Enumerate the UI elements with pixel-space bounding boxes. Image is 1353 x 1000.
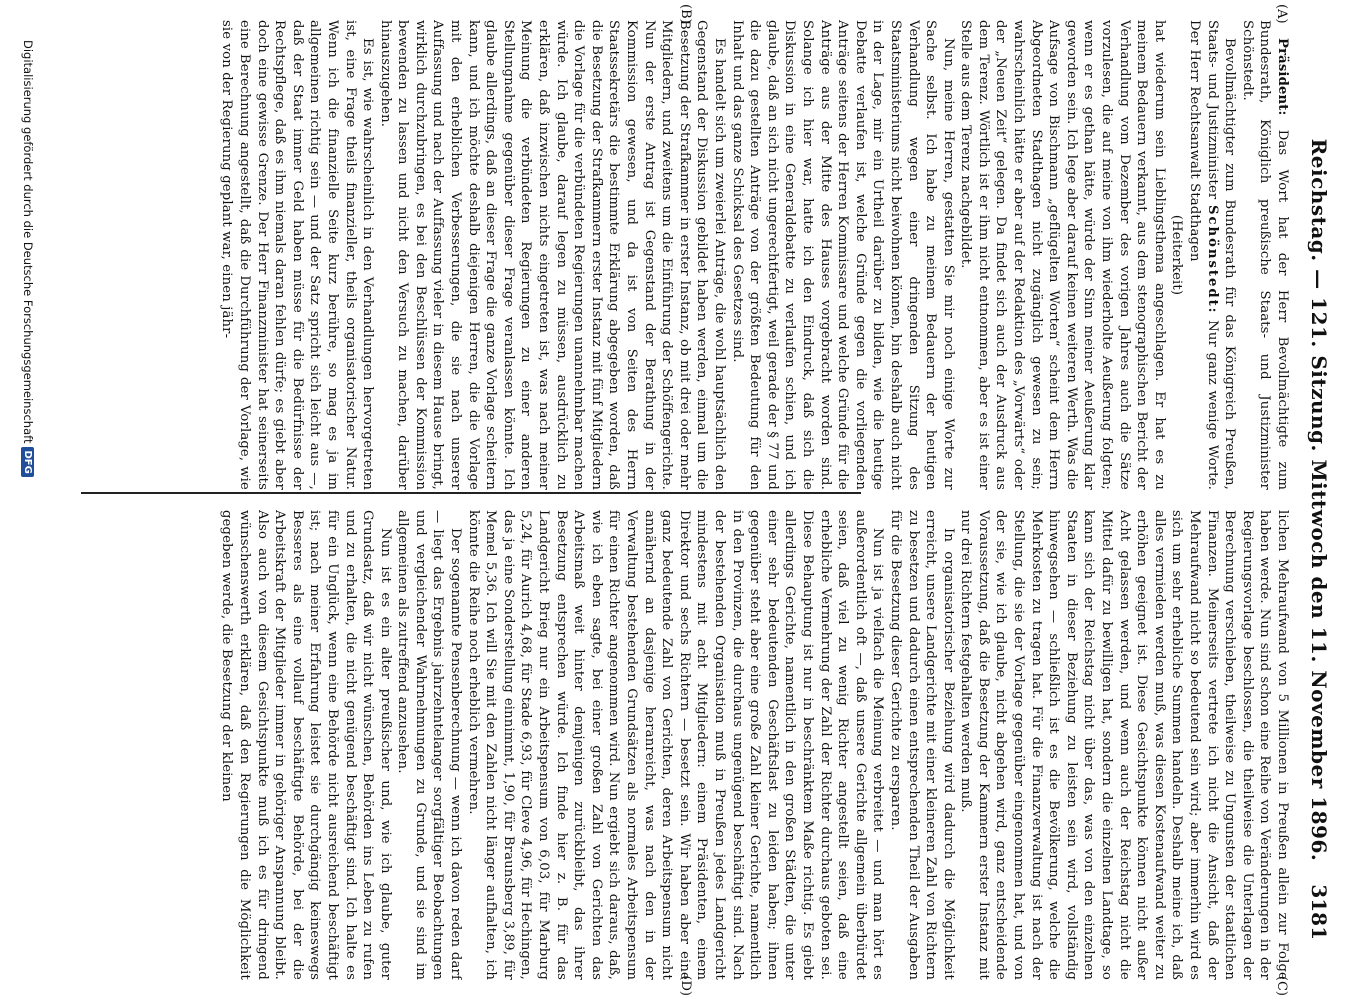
credit-text: Digitalisierung gefördert durch die Deutsche Forschungsgemeinschaft — [21, 40, 35, 444]
running-head: Reichstag. — 121. Sitzung. Mittwoch den 11. November 1896. — [1307, 138, 1331, 862]
speaker-label: Präsident: — [1275, 38, 1290, 116]
paragraph — [1238, 20, 1291, 490]
paragraph-text: Das Wort hat der Herr Bevollmächtigte zum Bundesrath, Königlich preußische Staats- und Justizminister Schönstedt. — [1239, 20, 1290, 490]
paragraph: Der sogenannte Pensenberechnung — wenn ich davon reden darf — liegt das Ergebnis jahrzehntelanger sorgfältiger Beobachtungen und vergleichender Wahrnehmungen zu Grunde, und sie sind im allgemeinen als zutreffend anzusehen. — [395, 510, 464, 980]
paragraph-text: Nur ganz wenige Worte. Der Herr Rechtsanwalt Stadthagen — [1187, 20, 1220, 490]
paragraph: Nun, meine Herren, gestatten Sie mir noch einige Worte zur Sache selbst. Ich habe zu meinem Bedauern der heutigen Verhandlung wegen einer dringenden Sitzung des Staatsministeriums nicht beiwohnen können, bin deshalb auch nicht in der Lage, mir ein Urtheil darüber zu bilden, wie die heutige Debatte verlaufen ist, welche Gründe gegen die vorliegenden Anträge seitens der Herren Kommissare und welche Gründe für die Anträge aus der Mitte des Hauses vorgebracht worden sind. Solange ich hier war, hatte ich den Eindruck, daß sich die Diskussion in eine Generaldebatte zu verlaufen schien, und ich glaube, daß an sich nicht ungerechtfertigt, weil gerade der § 77 und die dazu gestellten Anträge von der größten Bedeutung für den Inhalt und das ganze Schicksal des Gesetzes sind. — [729, 20, 956, 490]
dfg-logo: DFG — [22, 447, 35, 476]
margin-marker-b: (B) — [678, 4, 693, 24]
margin-marker-d: (D) — [678, 975, 693, 996]
interjection: (Heiterkeit) — [1169, 214, 1185, 296]
margin-marker-c: (C) — [1274, 975, 1289, 996]
paragraph: Nun ist ja vielfach die Meinung verbreitet — und man hört es außerordentlich oft —, daß unsere Gerichte allgemein überbürdet seien, daß viel zu wenig Richter angestellt seien, daß eine erhebliche Vermehrung der Zahl der Richter durchaus geboten sei. Diese Behauptung ist nur in beschränktem Maße richtig. Es giebt allerdings Gerichte, namentlich in den großen Städten, die unter einer sehr bedeutenden Geschäftslast zu leiden haben; ihnen gegenüber steht aber eine große Zahl kleiner Gerichte, namentlich in den Provinzen, die durchaus ungenügend beschäftigt sind. Nach der bestehenden Organisation muß in Preußen jedes Landgericht mindestens mit acht Mitgliedern: einem Präsidenten, einem Direktor und sechs Richtern — besetzt sein. Wir haben aber eine ganz bedeutende Zahl von Gerichten, deren Arbeitspensum nicht annähernd an dasjenige heranreicht, was nach den in der Verwaltung bestehenden Grundsätzen als normales Arbeitspensum für einen Richter angenommen wird. Nun ergiebt sich daraus, daß, wie ich eben sagte, bei einer großen Zahl von Gerichten das Arbeitsmaß weit hinter demjenigen zurückbleibt, das ihrer Besetzung entsprechen würde. Ich finde hier z. B. für das Landgericht Brieg nur ein Arbeitspensum von 6,03, für Marburg 5,24, für Aurich 4,68, für Stade 6,93, für Cleve 4,96, für Hechingen, das ja eine Sonderstellung einnimmt, 1,90, für Braunsberg 3,89, für Memel 5,36. Ich will Sie mit den Zahlen nicht länger aufhalten, ich könnte die Reihe noch erheblich vermehren. — [465, 510, 886, 980]
left-column — [81, 20, 1291, 490]
speaker-name: Schönstedt: — [1204, 204, 1220, 315]
page-header — [1303, 60, 1331, 940]
right-column — [81, 510, 1291, 980]
column-divider — [81, 492, 861, 494]
paragraph: lichen Mehraufwand von 5 Millionen in Preußen allein zur Folge haben werde. Nun sind schon eine Reihe von Veränderungen in der Regierungsvorlage beschlossen, die theilweise die Unterlagen der Berechnung verschieben, theilweise zu Ungunsten der staatlichen Finanzen. Meinerseits vertrete ich nicht die Ansicht, daß der Mehraufwand nicht so bedeutend sein wird; aber immerhin wird es sich um sehr erhebliche Summen handeln. Deshalb meine ich, daß alles vermieden werden muß, was diesen Kostenaufwand weiter zu erhöhen geeignet ist. Diese Gesichtspunkte können nicht außer Acht gelassen werden, und wenn auch der Reichstag nicht die Mittel dafür zu bewilligen hat, sondern die einzelnen Landtage, so kann sich der Reichstag nicht über das, was von den einzelnen Staaten in dieser Beziehung zu leisten sein wird, vollständig hinwegsehen — schließlich ist es die Bevölkerung, welche die Mehrkosten zu tragen hat. Für die Finanzverwaltung ist nach der Stellung, die sie der Vorlage gegenüber eingenommen hat, und von der sie, wie ich glaube, nicht abgehen wird, ganz entscheidende Voraussetzung, daß die Besetzung der Kammern erster Instanz mit nur drei Richtern festgehalten werden muß. — [958, 510, 1290, 980]
digitization-credit — [21, 40, 35, 477]
paragraph: In organisatorischer Beziehung wird dadurch die Möglichkeit erreicht, unsere Landgerichte mit einer kleineren Zahl von Richtern zu besetzen und dadurch einen entsprechenden Theil der Ausgaben für die Besetzung dieser Gerichte zu ersparen. — [887, 510, 956, 980]
paragraph: hat wiederum sein Lieblingsthema angeschlagen. Er hat es zu meinem Bedauern verkannt, aus dem stenographischen Bericht der Verhandlung vom Dezember des vorigen Jahres auch die Sätze vorzulesen, die auf meine von ihm wiederholte Aeußerung folgten; wenn er es gethan hätte, würde der Sinn meiner Aeußerung klar geworden sein. Ich lege aber darauf keinen weiteren Werth. Was die Aufsage von Bischmann „geflügelten Worten“ scheint dem Herrn Abgeordneten Stadthagen nicht zugänglich gewesen zu sein; wahrscheinlich hätte er aber auf der Redaktion des „Vorwärts“ oder der „Neuen Zeit“ gelegen. Da findet sich auch der Ausdruck aus dem Terenz. Wörtlich ist er ihm nicht entnommen, aber es ist einer Stelle aus dem Terenz nachgebildet. — [958, 20, 1167, 490]
paragraph: Es ist, wie wahrscheinlich in den Verhandlungen hervorgetreten ist, eine Frage theils finanzieller, theils organisatorischer Natur. Wenn ich die finanzielle Seite kurz berühre, so mag es ja im allgemeinen richtig sein — und der Satz spricht sich leicht aus —, daß der Staat immer Geld haben müsse für die Bedürfnisse der Rechtspflege, daß es ihm niemals daran fehlen dürfe; es giebt aber doch eine gewisse Grenze. Der Herr Finanzminister hat seinerseits eine Berechnung angestellt, daß die Durchführung der Vorlage, wie sie von der Regierung geplant war, einen jähr- — [219, 20, 376, 490]
paragraph: Nun ist es ein alter preußischer und, wie ich glaube, guter Grundsatz, daß wir nicht wünschen, Behörden ins Leben zu rufen und zu erhalten, die nicht genügend beschäftigt sind. Ich halte es für ein Unglück, wenn eine Behörde nicht ausreichend beschäftigt ist; nach meiner Erfahrung leistet sie durchgängig keineswegs Besseres als eine vollauf beschäftigte Behörde, bei der die Arbeitskraft der Mitglieder immer in gehöriger Anspannung bleibt. Also auch von diesem Gesichtspunkte muß ich es für dringend wünschenswerth erklären, daß den Regierungen die Möglichkeit gegeben werde, die Besetzung der kleinen — [219, 510, 393, 980]
paragraph-text: Bevollmächtigter zum Bundesrath für das Königreich Preußen, Staats- und Justizminister — [1204, 20, 1238, 490]
margin-marker-a: (A) — [1274, 4, 1289, 24]
paragraph — [1185, 20, 1238, 490]
paragraph: Es handelt sich um zweierlei Anträge, die wohl hauptsächlich den Gegenstand der Diskussion gebildet haben werden, einmal um die Besetzung der Strafkammer in erster Instanz, ob mit drei oder mehr Mitgliedern, und zweitens um die Einführung der Schöffengerichte. Nun der erste Antrag ist Gegenstand der Berathung in der Kommission gewesen, und da ist von Seiten des Herrn Staatssekretärs die bestimmte Erklärung abgegeben worden, daß die Besetzung der Strafkammern erster Instanz mit fünf Mitgliedern die Vorlage für die verbündeten Regierungen unannehmbar machen würde. Ich glaube, darauf legen zu müssen, ausdrücklich zu erklären, daß inzwischen nichts eingetreten ist, was nach meiner Meinung die verbündeten Regierungen zu einer anderen Stellungnahme gegenüber dieser Frage veranlassen könnte. Ich glaube allerdings, daß an dieser Frage die ganze Vorlage scheitern kann, und ich möchte deshalb diejenigen Herren, die die Vorlage mit den erheblichen Verbesserungen, die sie nach unserer Auffassung und nach der Auffassung vieler in diesem Hause bringt, wirklich durchzubringen, es bei den Beschlüssen der Kommission bewenden zu lassen und nicht den Versuch zu machen, darüber hinauszugehen. — [377, 20, 727, 490]
page-number: 3181 — [1307, 884, 1331, 940]
